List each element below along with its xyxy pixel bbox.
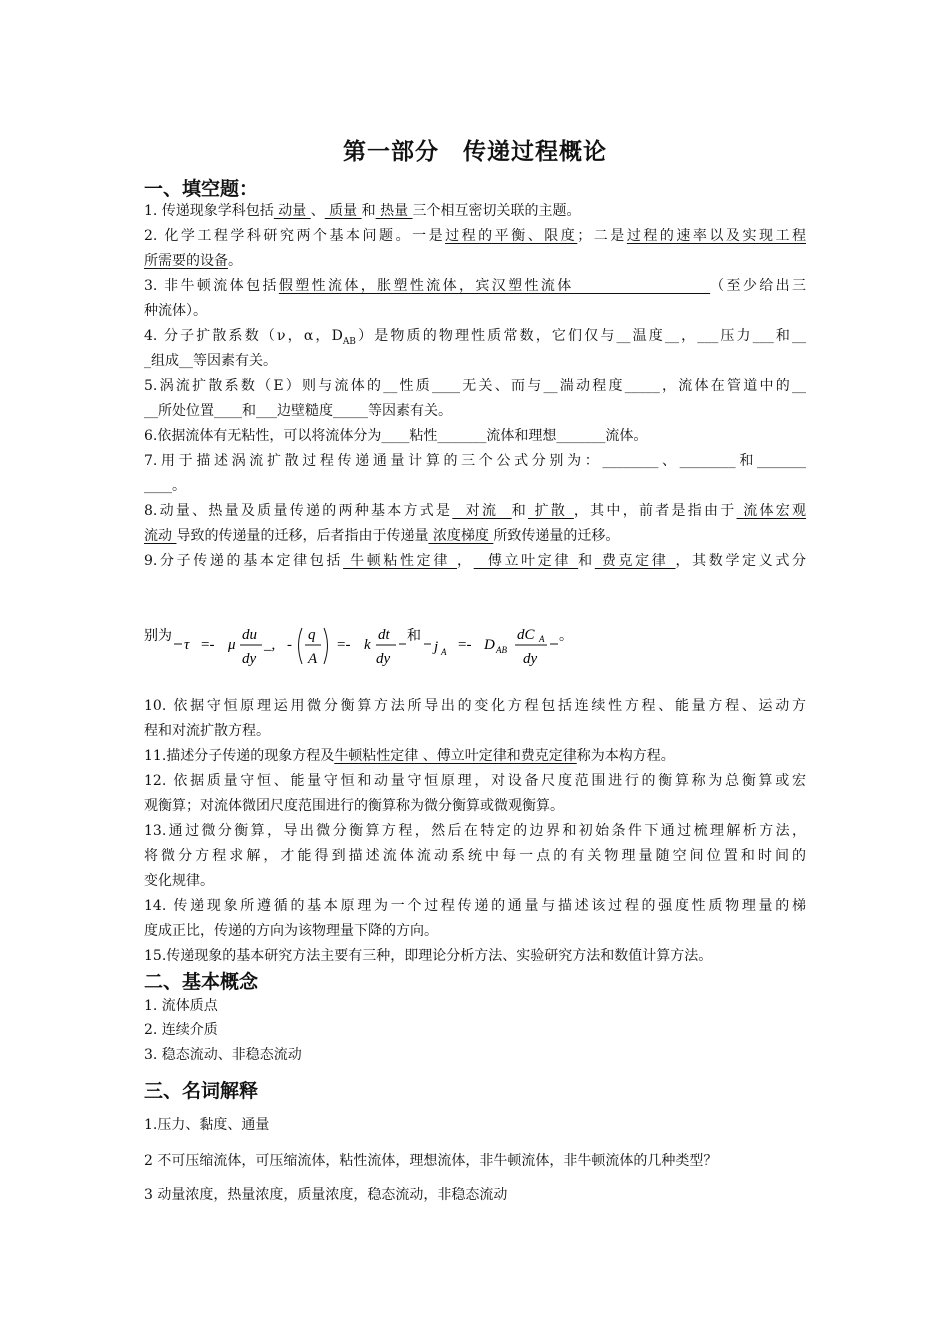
dt-numerator: dt bbox=[378, 627, 390, 643]
equals-minus-2: =- bbox=[337, 637, 351, 653]
question-15: 15.传递现象的基本研究方法主要有三种，即理论分析方法、实验研究方法和数值计算方法。 bbox=[144, 948, 713, 964]
question-6: 6.依据流体有无粘性，可以将流体分为____粘性_______流体和理想_______流体。 bbox=[144, 428, 648, 444]
and-word: 和 bbox=[407, 628, 421, 644]
question-3-line-1: 3. 非牛顿流体包括假塑性流体，胀塑性流体，宾汉塑性流体 （至少给出三 bbox=[144, 278, 807, 294]
A-denominator: A bbox=[308, 651, 318, 667]
comma-1: _, bbox=[264, 637, 276, 653]
dC-numerator: dC bbox=[517, 627, 535, 643]
question-13-line-2: 将微分方程求解，才能得到描述流体流动系统中每一点的有关物理量随空间位置和时间的 bbox=[144, 848, 806, 864]
question-2-line-2: 所需要的设备。 bbox=[144, 253, 242, 269]
question-13-line-3: 变化规律。 bbox=[144, 873, 214, 889]
D-subscript: AB bbox=[496, 645, 507, 655]
formula-prefix: 别为 bbox=[144, 628, 172, 644]
question-11: 11.描述分子传递的现象方程及牛顿粘性定律 、傅立叶定律和费克定律称为本构方程。 bbox=[144, 748, 675, 764]
paren-left bbox=[299, 628, 303, 664]
formula-period: 。 bbox=[559, 628, 573, 644]
question-14-line-1: 14. 传递现象所遵循的基本原理为一个过程传递的通量与描述该过程的强度性质物理量的梯 bbox=[144, 898, 806, 914]
question-5-line-2: __所处位置____和___边壁糙度_____等因素有关。 bbox=[144, 403, 452, 419]
dy-denominator-3: dy bbox=[523, 651, 538, 667]
j-subscript: A bbox=[441, 647, 447, 657]
question-3-line-2: 种流体）。 bbox=[144, 303, 207, 319]
question-12-line-1: 12. 依据质量守恒、能量守恒和动量守恒原理，对设备尺度范围进行的衡算称为总衡算或宏 bbox=[144, 773, 806, 789]
question-5-line-1: 5.涡流扩散系数（E）则与流体的__性质____无关、而与__湍动程度_____，流体在管道中的__ bbox=[144, 378, 806, 394]
equation-graphic bbox=[144, 620, 604, 672]
page-title: 第一部分 传递过程概论 bbox=[343, 139, 607, 165]
question-7-line-1: 7.用于描述涡流扩散过程传递通量计算的三个公式分别为：________、________和_______ bbox=[144, 453, 806, 469]
mu-symbol: μ bbox=[228, 637, 236, 653]
question-13-line-1: 13.通过微分衡算，导出微分衡算方程，然后在特定的边界和初始条件下通过梳理解析方法， bbox=[144, 823, 806, 839]
concept-item: 2. 连续介质 bbox=[144, 1022, 218, 1038]
tau-symbol: τ bbox=[184, 637, 190, 653]
q-numerator: q bbox=[308, 627, 316, 643]
minus-1: - bbox=[287, 637, 292, 653]
term-item: 1.压力、黏度、通量 bbox=[144, 1117, 270, 1133]
paren-right bbox=[324, 628, 328, 664]
question-9-line-1: 9.分子传递的基本定律包括 牛顿粘性定律 ， 傅立叶定律 和 费克定律 ，其数学定义式分 bbox=[144, 553, 807, 569]
concept-item: 1. 流体质点 bbox=[144, 998, 218, 1014]
question-10-line-1: 10. 依据守恒原理运用微分衡算方法所导出的变化方程包括连续性方程、能量方程、运动方 bbox=[144, 698, 806, 714]
equals-minus-3: =- bbox=[458, 637, 472, 653]
term-item: 3 动量浓度，热量浓度，质量浓度，稳态流动，非稳态流动 bbox=[144, 1187, 508, 1203]
k-symbol: k bbox=[364, 637, 371, 653]
question-14-line-2: 度成正比，传递的方向为该物理量下降的方向。 bbox=[144, 923, 438, 939]
section-heading-basic-concepts: 二、基本概念 bbox=[144, 971, 259, 993]
concept-item: 3. 稳态流动、非稳态流动 bbox=[144, 1047, 302, 1063]
question-2-line-1: 2. 化学工程学科研究两个基本问题。一是过程的平衡、限度；二是过程的速率以及实现工程 bbox=[144, 228, 807, 244]
question-1: 1. 传递现象学科包括 动量 、 质量 和 热量 三个相互密切关联的主题。 bbox=[144, 203, 581, 219]
question-4-line-2: _组成__等因素有关。 bbox=[144, 353, 277, 369]
D-symbol: D bbox=[484, 637, 495, 653]
question-8-line-1: 8.动量、热量及质量传递的两种基本方式是 对流 和 扩散 ，其中，前者是指由于 流体宏观 bbox=[144, 503, 807, 519]
question-7-line-2: ____。 bbox=[144, 478, 186, 494]
question-8-line-2: 流动 导致的传递量的迁移，后者指由于传递量 浓度梯度 所致传递量的迁移。 bbox=[144, 528, 620, 544]
j-symbol: j bbox=[434, 639, 439, 655]
dC-subscript: A bbox=[539, 634, 545, 644]
section-heading-fill-in: 一、填空题： bbox=[144, 178, 259, 200]
term-item: 2 不可压缩流体，可压缩流体，粘性流体，理想流体，非牛顿流体，非牛顿流体的几种类型？ bbox=[144, 1153, 718, 1169]
section-heading-terms: 三、名词解释 bbox=[144, 1080, 259, 1102]
constitutive-equations bbox=[144, 620, 604, 670]
question-4-line-1: 4. 分子扩散系数（ν，α，$D_{AB}$）是物质的物理性质常数，它们仅与__温度__，___压力___和__ bbox=[144, 328, 807, 347]
du-numerator: du bbox=[242, 627, 257, 643]
dy-denominator-1: dy bbox=[242, 651, 257, 667]
equals-minus-1: =- bbox=[201, 637, 215, 653]
dy-denominator-2: dy bbox=[376, 651, 391, 667]
question-12-line-2: 观衡算；对流体微团尺度范围进行的衡算称为微分衡算或微观衡算。 bbox=[144, 798, 564, 814]
question-10-line-2: 程和对流扩散方程。 bbox=[144, 723, 270, 739]
